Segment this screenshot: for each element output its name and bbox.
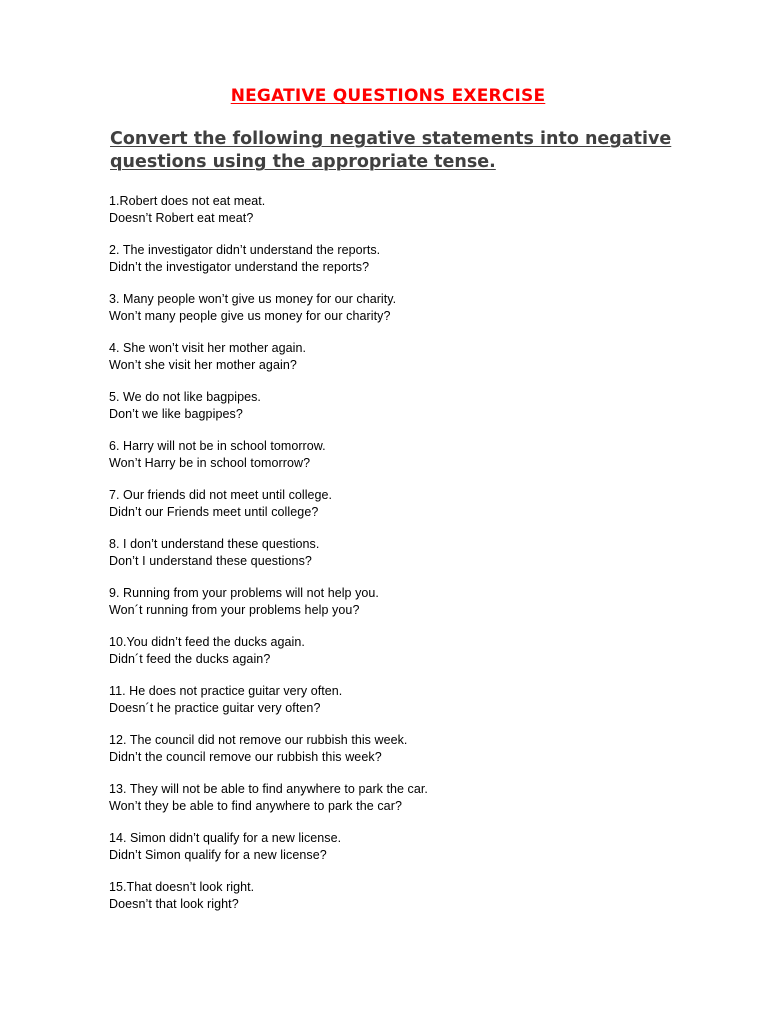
exercise-item — [109, 193, 749, 242]
question-text: Won’t they be able to find anywhere to park the car? — [109, 798, 402, 813]
exercise-item — [109, 487, 749, 536]
exercise-item — [109, 879, 749, 928]
question-text: Didn’t our Friends meet until college? — [109, 504, 319, 519]
question-text: Won´t running from your problems help you? — [109, 602, 360, 617]
exercise-item — [109, 634, 749, 683]
page-title: NEGATIVE QUESTIONS EXERCISE — [230, 86, 546, 106]
exercise-item — [109, 781, 749, 830]
statement-text: 3. Many people won’t give us money for our charity. — [109, 292, 397, 306]
exercise-item — [109, 683, 749, 732]
question-text: Don’t I understand these questions? — [109, 553, 312, 568]
question-text: Doesn’t Robert eat meat? — [109, 210, 254, 225]
question-text: Won’t many people give us money for our charity? — [109, 308, 391, 323]
statement-text: 15.That doesn’t look right. — [109, 880, 255, 894]
exercise-item — [109, 242, 749, 291]
instruction-heading: Convert the following negative statements into negative questions using the appropriate tense. — [110, 129, 672, 172]
exercise-item — [109, 732, 749, 781]
statement-text: 8. I don’t understand these questions. — [109, 537, 320, 551]
question-text: Won’t she visit her mother again? — [109, 357, 297, 372]
statement-text: 11. He does not practice guitar very often. — [109, 684, 343, 698]
statement-text: 5. We do not like bagpipes. — [109, 390, 261, 404]
statement-text: 2. The investigator didn’t understand the reports. — [109, 243, 381, 257]
exercise-item — [109, 291, 749, 340]
exercise-list — [109, 193, 749, 928]
question-text: Didn´t feed the ducks again? — [109, 651, 271, 666]
exercise-item — [109, 830, 749, 879]
question-text: Don’t we like bagpipes? — [109, 406, 243, 421]
statement-text: 6. Harry will not be in school tomorrow. — [109, 439, 326, 453]
question-text: Won’t Harry be in school tomorrow? — [109, 455, 311, 470]
question-text: Didn’t the investigator understand the reports? — [109, 259, 370, 274]
question-text: Didn’t Simon qualify for a new license? — [109, 847, 327, 862]
question-text: Doesn’t that look right? — [109, 896, 239, 911]
statement-text: 10.You didn’t feed the ducks again. — [109, 635, 305, 649]
exercise-item — [109, 536, 749, 585]
question-text: Didn’t the council remove our rubbish this week? — [109, 749, 382, 764]
exercise-item — [109, 585, 749, 634]
statement-text: 13. They will not be able to find anywhere to park the car. — [109, 782, 428, 796]
statement-text: 14. Simon didn’t qualify for a new license. — [109, 831, 342, 845]
statement-text: 4. She won’t visit her mother again. — [109, 341, 307, 355]
exercise-item — [109, 389, 749, 438]
statement-text: 9. Running from your problems will not help you. — [109, 586, 379, 600]
statement-text: 7. Our friends did not meet until college. — [109, 488, 333, 502]
exercise-item — [109, 438, 749, 487]
statement-text: 1.Robert does not eat meat. — [109, 194, 266, 208]
statement-text: 12. The council did not remove our rubbish this week. — [109, 733, 408, 747]
exercise-item — [109, 340, 749, 389]
question-text: Doesn´t he practice guitar very often? — [109, 700, 321, 715]
